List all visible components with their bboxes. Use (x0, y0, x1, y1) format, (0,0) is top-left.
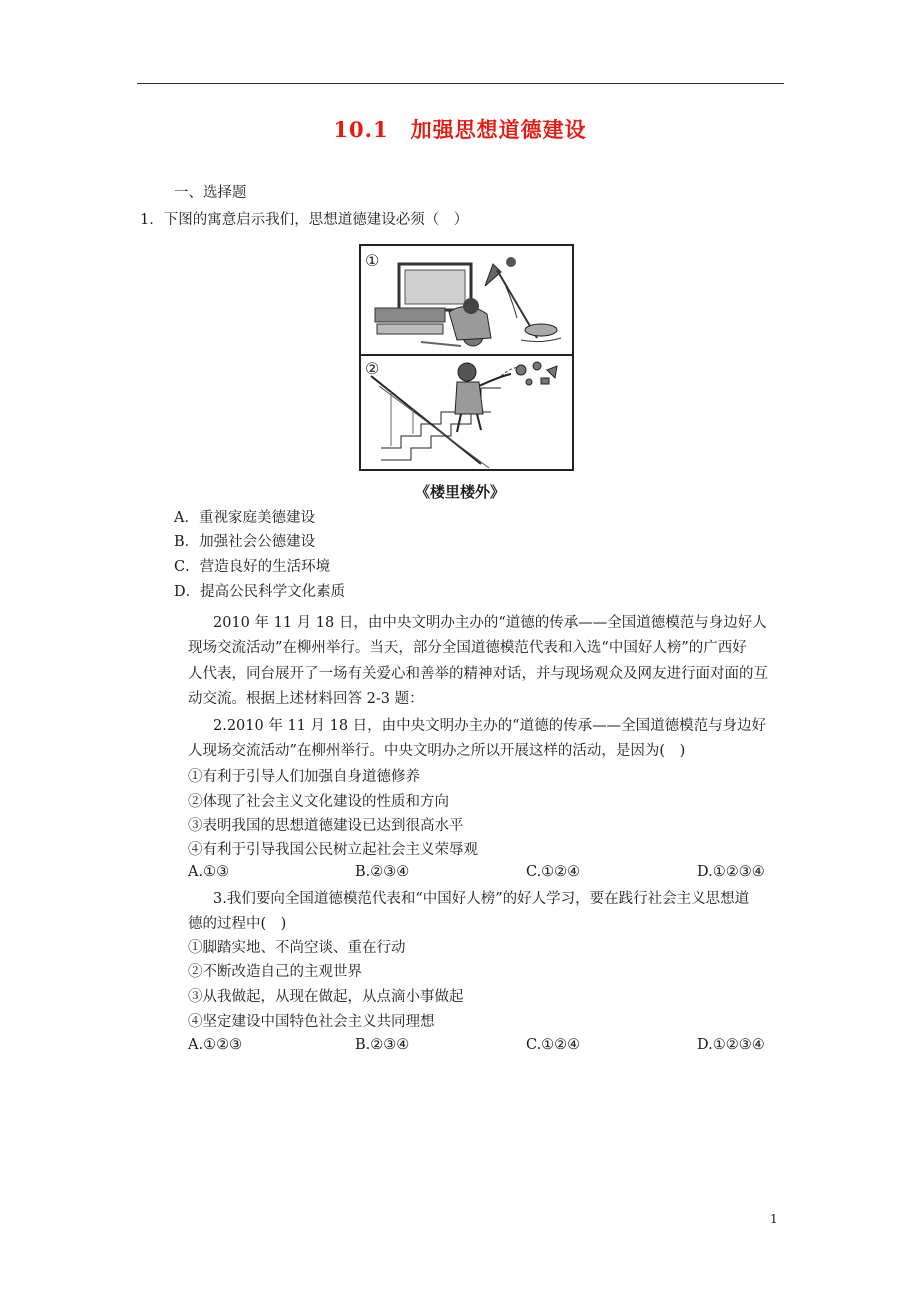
q2-option-c: C.①②④ (526, 864, 581, 880)
q2-stem-line-1: 2.2010 年 11 月 18 日，由中央文明办主办的“道德的传承——全国道德模范与身边好 (213, 718, 767, 734)
q2-option-d: D.①②③④ (697, 864, 765, 880)
material-line-1: 2010 年 11 月 18 日，由中央文明办主办的“道德的传承——全国道德模范与身边好人 (213, 615, 767, 631)
q3-item-1: ①脚踏实地、不尚空谈、重在行动 (188, 940, 406, 956)
material-line-2: 现场交流活动”在柳州举行。当天，部分全国道德模范代表和入选“中国好人榜”的广西好 (188, 640, 747, 656)
q1-option-d: D．提高公民科学文化素质 (174, 584, 346, 600)
q3-option-d: D.①②③④ (697, 1037, 765, 1053)
q2-option-a: A.①③ (188, 864, 230, 880)
q2-item-1: ①有利于引导人们加强自身道德修养 (188, 769, 420, 785)
q3-option-a: A.①②③ (188, 1037, 243, 1053)
material-line-4: 动交流。根据上述材料回答 2-3 题： (188, 691, 424, 707)
cartoon-panel-2 (361, 356, 572, 469)
q1-option-a: A．重视家庭美德建设 (174, 510, 315, 526)
header-rule (137, 83, 784, 84)
page-title: 10.1 加强思想道德建设 (333, 117, 587, 142)
q3-item-3: ③从我做起，从现在做起，从点滴小事做起 (188, 989, 464, 1005)
page-number: 1 (770, 1212, 778, 1226)
panel-1-number: ① (365, 251, 380, 270)
q1-option-b: B．加强社会公德建设 (174, 534, 316, 550)
section-heading: 一、选择题 (174, 185, 247, 201)
cartoon-figure (359, 244, 574, 471)
q3-option-b: B.②③④ (355, 1037, 410, 1053)
q3-stem-line-1: 3.我们要向全国道德模范代表和“中国好人榜”的好人学习，要在践行社会主义思想道 (213, 891, 750, 907)
q2-item-4: ④有利于引导我国公民树立起社会主义荣辱观 (188, 842, 478, 858)
panel-2-number: ② (365, 359, 380, 378)
figure-caption: 《楼里楼外》 (414, 483, 505, 501)
cartoon-panel-1 (361, 246, 572, 354)
q2-option-b: B.②③④ (355, 864, 410, 880)
q2-item-2: ②体现了社会主义文化建设的性质和方向 (188, 794, 449, 810)
q1-option-c: C．营造良好的生活环境 (174, 559, 331, 575)
q3-stem-line-2: 德的过程中( ) (188, 916, 287, 932)
q3-option-c: C.①②④ (526, 1037, 581, 1053)
question-1-stem: 1．下图的寓意启示我们，思想道德建设必须（ ） (140, 212, 469, 228)
q3-item-4: ④坚定建设中国特色社会主义共同理想 (188, 1014, 435, 1030)
q2-stem-line-2: 人现场交流活动”在柳州举行。中央文明办之所以开展这样的活动，是因为( ) (188, 743, 686, 759)
q2-item-3: ③表明我国的思想道德建设已达到很高水平 (188, 818, 464, 834)
material-line-3: 人代表，同台展开了一场有关爱心和善举的精神对话，并与现场观众及网友进行面对面的互 (188, 666, 768, 682)
q3-item-2: ②不断改造自己的主观世界 (188, 964, 362, 980)
